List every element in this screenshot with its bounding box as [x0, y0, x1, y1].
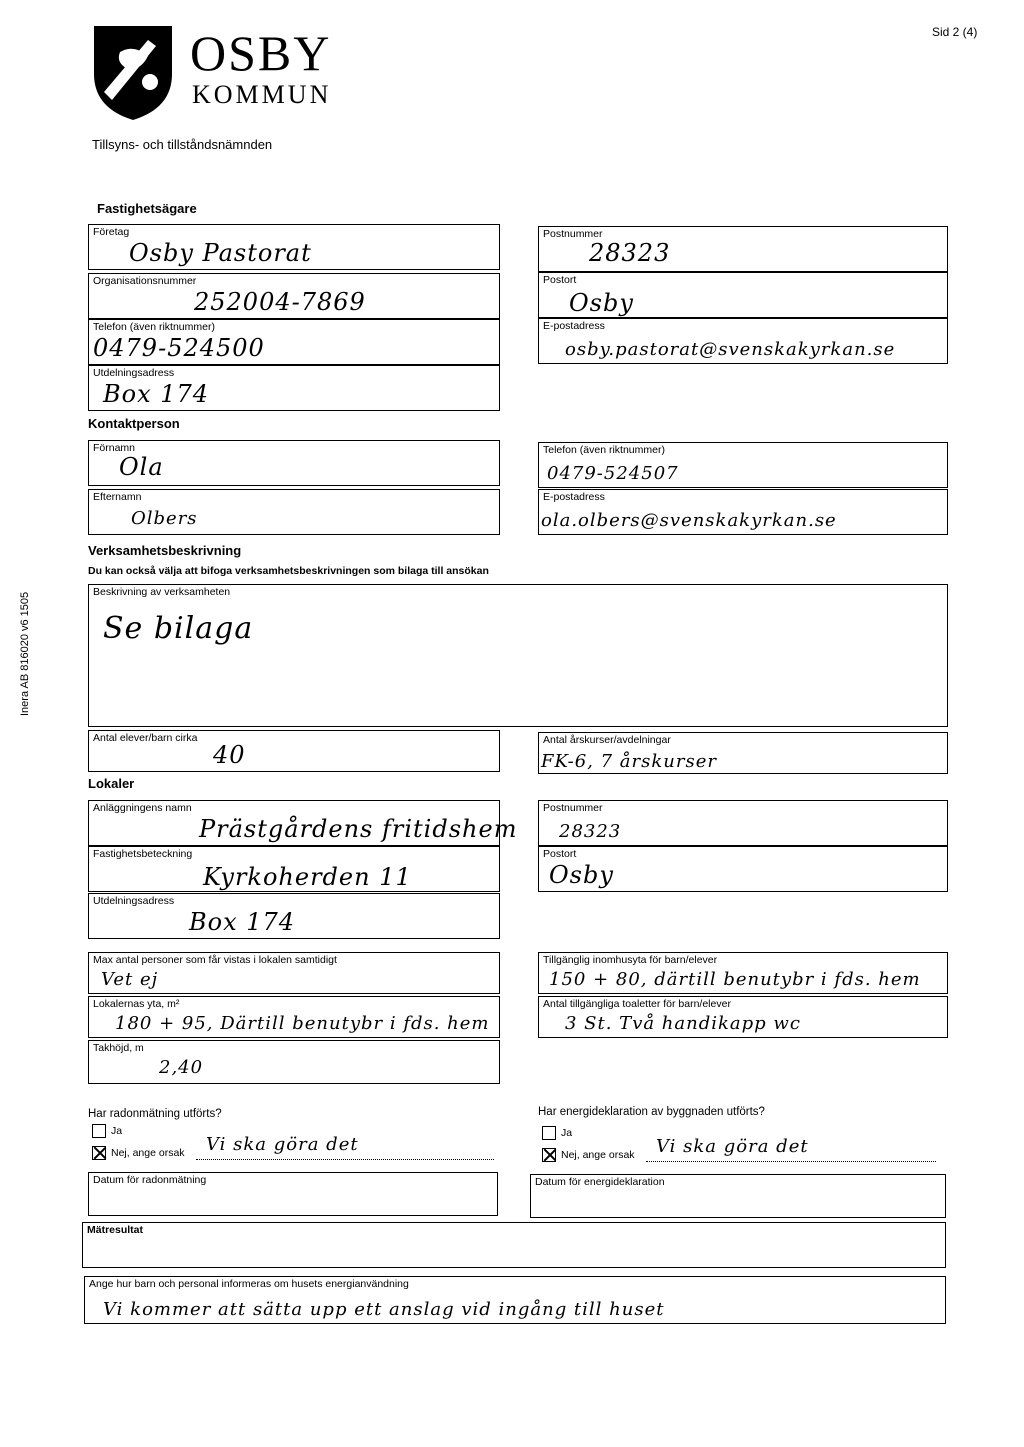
owner-address-field[interactable] [88, 365, 500, 411]
energy-reason-line [646, 1160, 936, 1162]
premises-city-label: Postort [543, 848, 577, 860]
max-persons-value: Vet ej [101, 969, 159, 990]
activity-note: Du kan också välja att bifoga verksamhetsbeskrivningen som bilaga till ansökan [88, 565, 489, 577]
first-name-field[interactable] [88, 440, 500, 486]
pupils-value: 40 [213, 741, 246, 769]
logo-emblem [90, 22, 176, 122]
last-name-field[interactable] [88, 489, 500, 535]
company-field[interactable] [88, 224, 500, 270]
classes-field[interactable] [538, 732, 948, 774]
radon-no-label: Nej, ange orsak [111, 1147, 185, 1159]
measurement-result-label: Mätresultat [87, 1224, 144, 1236]
contact-email-field[interactable] [538, 489, 948, 535]
contact-email-value: ola.olbers@svenskakyrkan.se [541, 510, 837, 531]
ceiling-height-value: 2,40 [159, 1057, 204, 1078]
premises-address-label: Utdelningsadress [93, 895, 175, 907]
energy-date-field[interactable] [530, 1174, 946, 1218]
premises-heading: Lokaler [88, 776, 135, 791]
company-label: Företag [93, 226, 130, 238]
owner-phone-field[interactable] [88, 319, 500, 365]
owner-heading: Fastighetsägare [97, 201, 197, 216]
energy-reason-value: Vi ska göra det [656, 1136, 809, 1157]
first-name-label: Förnamn [93, 442, 136, 454]
owner-postal-code-value: 28323 [589, 239, 671, 267]
facility-name-value: Prästgårdens fritidshem [199, 815, 518, 843]
description-field[interactable] [88, 584, 948, 727]
premises-city-field[interactable] [538, 846, 948, 892]
indoor-area-value: 150 + 80, därtill benutybr i fds. hem [549, 969, 921, 990]
contact-phone-value: 0479-524507 [547, 463, 679, 484]
radon-question: Har radonmätning utförts? [88, 1108, 222, 1120]
owner-phone-value: 0479-524500 [93, 334, 265, 362]
radon-reason-line [196, 1158, 494, 1160]
energy-yes-checkbox[interactable] [542, 1126, 556, 1140]
last-name-value: Olbers [131, 508, 198, 529]
radon-date-label: Datum för radonmätning [93, 1174, 207, 1186]
premises-postal-code-value: 28323 [559, 821, 622, 842]
radon-yes-label: Ja [111, 1125, 123, 1137]
company-value: Osby Pastorat [129, 239, 312, 267]
premises-address-field[interactable] [88, 893, 500, 939]
energy-question: Har energideklaration av byggnaden utförts? [538, 1106, 765, 1118]
owner-phone-label: Telefon (även riktnummer) [93, 321, 215, 333]
property-label: Fastighetsbeteckning [93, 848, 193, 860]
indoor-area-label: Tillgänglig inomhusyta för barn/elever [543, 954, 718, 966]
premises-city-value: Osby [549, 861, 614, 889]
contact-email-label: E-postadress [543, 491, 605, 503]
description-label: Beskrivning av verksamheten [93, 586, 231, 598]
contact-phone-field[interactable] [538, 442, 948, 488]
premises-address-value: Box 174 [189, 908, 296, 936]
owner-city-label: Postort [543, 274, 577, 286]
owner-city-field[interactable] [538, 272, 948, 318]
max-persons-label: Max antal personer som får vistas i lokalen samtidigt [93, 954, 337, 966]
owner-address-value: Box 174 [103, 380, 210, 408]
owner-city-value: Osby [569, 289, 634, 317]
energy-info-field[interactable] [84, 1276, 946, 1324]
energy-yes-label: Ja [561, 1127, 573, 1139]
side-code: Inera AB 816020 v6 1505 [19, 591, 31, 716]
toilets-field[interactable] [538, 996, 948, 1038]
radon-reason-value: Vi ska göra det [206, 1134, 359, 1155]
ceiling-height-field[interactable] [88, 1040, 500, 1084]
facility-name-label: Anläggningens namn [93, 802, 192, 814]
energy-no-label: Nej, ange orsak [561, 1149, 635, 1161]
owner-email-field[interactable] [538, 318, 948, 364]
radon-date-field[interactable] [88, 1172, 498, 1216]
owner-postal-code-label: Postnummer [543, 228, 603, 240]
first-name-value: Ola [119, 453, 164, 481]
energy-info-label: Ange hur barn och personal informeras om husets energianvändning [89, 1278, 409, 1290]
contact-heading: Kontaktperson [88, 416, 180, 431]
activity-heading: Verksamhetsbeskrivning [88, 543, 242, 558]
radon-yes-checkbox[interactable] [92, 1124, 106, 1138]
area-label: Lokalernas yta, m² [93, 998, 180, 1010]
pupils-label: Antal elever/barn cirka [93, 732, 198, 744]
owner-email-label: E-postadress [543, 320, 605, 332]
org-number-field[interactable] [88, 273, 500, 319]
area-field[interactable] [88, 996, 500, 1038]
energy-no-checkbox[interactable] [542, 1148, 556, 1162]
radon-no-checkbox[interactable] [92, 1146, 106, 1160]
max-persons-field[interactable] [88, 952, 500, 994]
pupils-field[interactable] [88, 730, 500, 772]
org-number-value: 252004-7869 [194, 288, 366, 316]
contact-phone-label: Telefon (även riktnummer) [543, 444, 665, 456]
facility-name-field[interactable] [88, 800, 518, 846]
area-value: 180 + 95, Därtill benutybr i fds. hem [115, 1013, 490, 1034]
department: Tillsyns- och tillståndsnämnden [92, 137, 273, 152]
last-name-label: Efternamn [93, 491, 142, 503]
logo-name: OSBY [190, 25, 332, 81]
logo-sub: KOMMUN [192, 80, 332, 109]
energy-info-value: Vi kommer att sätta upp ett anslag vid ingång till huset [103, 1299, 665, 1320]
premises-postal-code-field[interactable] [538, 800, 948, 846]
measurement-result-field[interactable] [82, 1222, 946, 1268]
classes-value: FK-6, 7 årskurser [541, 751, 717, 772]
premises-postal-code-label: Postnummer [543, 802, 603, 814]
org-number-label: Organisationsnummer [93, 275, 197, 287]
owner-address-label: Utdelningsadress [93, 367, 175, 379]
toilets-value: 3 St. Två handikapp wc [565, 1013, 801, 1034]
energy-date-label: Datum för energideklaration [535, 1176, 665, 1188]
owner-postal-code-field[interactable] [538, 226, 948, 272]
toilets-label: Antal tillgängliga toaletter för barn/elever [543, 998, 731, 1010]
ceiling-height-label: Takhöjd, m [93, 1042, 144, 1054]
classes-label: Antal årskurser/avdelningar [543, 734, 671, 746]
indoor-area-field[interactable] [538, 952, 948, 994]
owner-email-value: osby.pastorat@svenskakyrkan.se [565, 339, 896, 360]
description-value: Se bilaga [103, 611, 254, 646]
property-field[interactable] [88, 846, 500, 892]
property-value: Kyrkoherden 11 [203, 863, 412, 891]
page-number: Sid 2 (4) [932, 25, 978, 39]
